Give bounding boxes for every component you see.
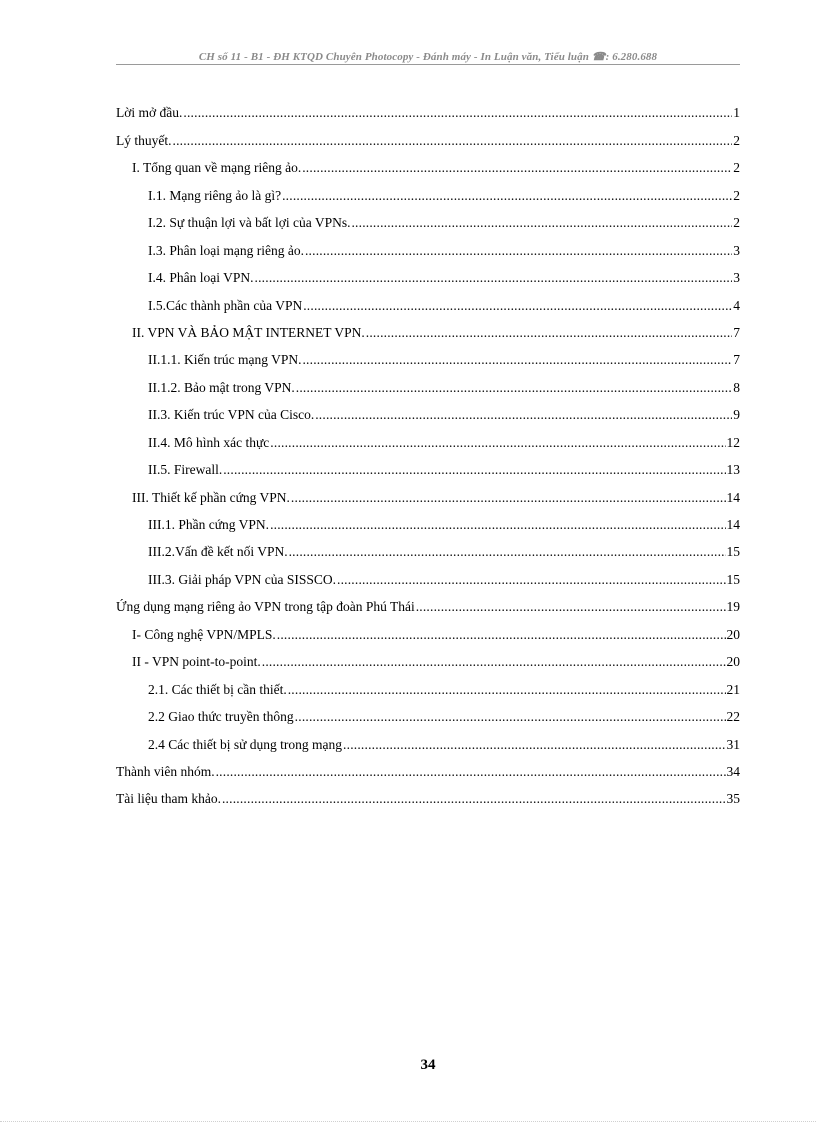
toc-entry-page: 3 — [733, 270, 740, 286]
header-rule — [116, 64, 740, 65]
toc-entry[interactable] — [116, 753, 740, 780]
toc-dot-leader — [223, 462, 725, 478]
toc-entry[interactable] — [116, 533, 740, 560]
toc-entry-page: 2 — [733, 132, 740, 148]
toc-entry-page: 31 — [726, 736, 740, 752]
running-header: CH số 11 - B1 - ĐH KTQD Chuyên Photocopy - Đánh máy - In Luận văn, Tiểu luận ☎: 6.280.688 — [198, 51, 658, 63]
toc-entry-label: Thành viên nhóm. — [116, 763, 215, 779]
toc-dot-leader — [303, 298, 732, 314]
toc-dot-leader — [183, 105, 732, 121]
toc-dot-leader — [277, 627, 726, 643]
toc-entry[interactable] — [116, 451, 740, 478]
toc-entry-page: 7 — [733, 352, 740, 368]
toc-entry[interactable] — [116, 286, 740, 313]
toc-entry[interactable] — [116, 121, 740, 148]
toc-dot-leader — [216, 764, 726, 780]
toc-dot-leader — [222, 791, 726, 807]
toc-dot-leader — [291, 490, 726, 506]
toc-entry-label: III.3. Giải pháp VPN của SISSCO. — [148, 571, 336, 587]
toc-entry-page: 12 — [726, 434, 740, 450]
toc-entry-page: 15 — [726, 571, 740, 587]
toc-entry-page: 22 — [726, 709, 740, 725]
toc-entry-page: 2 — [733, 215, 740, 231]
toc-entry[interactable] — [116, 231, 740, 258]
toc-entry-label: Lý thuyết. — [116, 132, 172, 148]
toc-entry-label: II.4. Mô hình xác thực — [148, 434, 270, 450]
toc-entry-label: II - VPN point-to-point. — [132, 654, 261, 670]
toc-dot-leader — [296, 380, 733, 396]
toc-entry-page: 9 — [733, 407, 740, 423]
toc-entry-page: 14 — [726, 517, 740, 532]
toc-dot-leader — [366, 325, 732, 341]
toc-dot-leader — [295, 709, 726, 725]
toc-dot-leader — [270, 435, 725, 451]
toc-entry[interactable] — [116, 149, 740, 176]
toc-dot-leader — [305, 243, 732, 259]
toc-dot-leader — [255, 270, 733, 286]
toc-entry-page: 34 — [726, 763, 740, 779]
toc-entry-page: 2 — [733, 187, 740, 203]
toc-entry[interactable] — [116, 204, 740, 231]
toc-entry-page: 1 — [733, 105, 740, 121]
toc-entry[interactable] — [116, 341, 740, 368]
toc-entry-label: II. VPN VÀ BẢO MẬT INTERNET VPN. — [132, 324, 365, 340]
toc-dot-leader — [351, 215, 732, 231]
toc-entry-label: III.2.Vấn đề kết nối VPN. — [148, 544, 288, 560]
toc-entry[interactable] — [116, 423, 740, 450]
toc-entry-label: II.3. Kiến trúc VPN của Cisco. — [148, 407, 315, 423]
toc-entry-label: III. Thiết kế phần cứng VPN. — [132, 489, 290, 505]
toc-entry-label: Tài liệu tham khảo. — [116, 791, 221, 807]
toc-entry-label: Ứng dụng mạng riêng ảo VPN trong tập đoàn Phú Thái — [116, 599, 415, 615]
toc-dot-leader — [262, 654, 726, 670]
toc-entry-label: II.1.2. Bảo mật trong VPN. — [148, 379, 295, 395]
toc-entry-label: I- Công nghệ VPN/MPLS. — [132, 626, 276, 642]
toc-entry-page: 20 — [726, 654, 740, 670]
toc-dot-leader — [302, 160, 732, 176]
toc-dot-leader — [315, 407, 732, 423]
toc-entry-label: II.1.1. Kiến trúc mạng VPN. — [148, 352, 302, 368]
toc-entry-page: 21 — [726, 681, 740, 697]
toc-entry[interactable] — [116, 725, 740, 752]
toc-entry[interactable] — [116, 176, 740, 203]
toc-entry[interactable] — [116, 780, 740, 807]
toc-entry-label: II.5. Firewall. — [148, 462, 223, 478]
toc-entry[interactable] — [116, 94, 740, 121]
toc-entry-label: I.3. Phân loại mạng riêng ảo. — [148, 242, 304, 258]
toc-entry-label: 2.1. Các thiết bị cần thiết. — [148, 681, 287, 697]
toc-entry-label: III.1. Phần cứng VPN. — [148, 517, 270, 532]
toc-entry[interactable] — [116, 314, 740, 341]
toc-entry-label: I. Tổng quan về mạng riêng ảo. — [132, 160, 302, 176]
toc-dot-leader — [416, 599, 726, 615]
toc-dot-leader — [343, 737, 725, 753]
toc-dot-leader — [270, 517, 725, 533]
toc-entry[interactable] — [116, 478, 740, 505]
toc-entry[interactable] — [116, 643, 740, 670]
toc-entry-page: 2 — [733, 160, 740, 176]
toc-entry-label: I.2. Sự thuận lợi và bất lợi của VPNs. — [148, 215, 351, 231]
toc-entry-label: I.4. Phân loại VPN. — [148, 270, 254, 286]
toc-entry-label: 2.2 Giao thức truyền thông — [148, 709, 294, 725]
toc-entry[interactable] — [116, 615, 740, 642]
toc-entry[interactable] — [116, 259, 740, 286]
toc-entry-label: Lời mở đầu. — [116, 105, 183, 121]
toc-entry-page: 20 — [726, 626, 740, 642]
toc-entry[interactable] — [116, 698, 740, 725]
toc-dot-leader — [289, 544, 726, 560]
toc-dot-leader — [288, 682, 726, 698]
toc-entry-page: 8 — [733, 379, 740, 395]
toc-entry[interactable] — [116, 368, 740, 395]
toc-entry[interactable] — [116, 670, 740, 697]
toc-entry-page: 19 — [726, 599, 740, 615]
toc-entry-page: 3 — [733, 242, 740, 258]
toc-dot-leader — [282, 188, 732, 204]
toc-entry[interactable] — [116, 396, 740, 423]
toc-entry-label: I.5.Các thành phần của VPN — [148, 297, 303, 313]
toc-dot-leader — [302, 352, 732, 368]
toc-dot-leader — [173, 133, 733, 149]
toc-entry[interactable] — [116, 506, 740, 533]
toc-entry-label: 2.4 Các thiết bị sử dụng trong mạng — [148, 736, 343, 752]
toc-entry-page: 4 — [733, 297, 740, 313]
page-bottom-edge — [0, 1121, 816, 1122]
toc-entry-page: 7 — [733, 324, 740, 340]
toc-entry-page: 15 — [726, 544, 740, 560]
toc-entry[interactable] — [116, 560, 740, 587]
toc-dot-leader — [337, 572, 726, 588]
page-number: 34 — [420, 1057, 436, 1073]
table-of-contents — [116, 94, 740, 807]
toc-entry-page: 13 — [726, 462, 740, 478]
toc-entry-page: 14 — [726, 489, 740, 505]
toc-entry-label: I.1. Mạng riêng ảo là gì? — [148, 187, 282, 203]
toc-entry-page: 35 — [726, 791, 740, 807]
toc-entry[interactable] — [116, 588, 740, 615]
